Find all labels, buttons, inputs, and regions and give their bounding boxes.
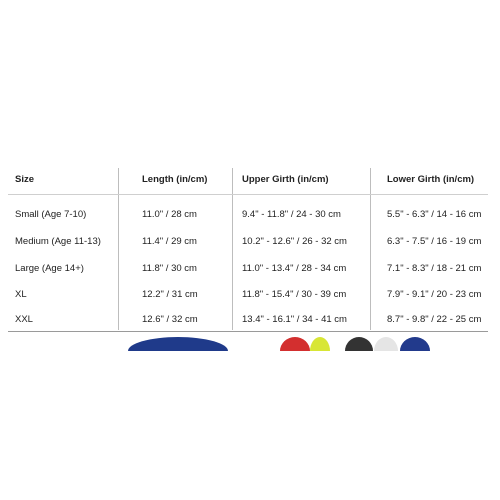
row-lower-girth: 6.3" - 7.5" / 16 - 19 cm bbox=[387, 236, 482, 247]
size-chart-table bbox=[0, 168, 500, 340]
row-upper-girth: 9.4" - 11.8" / 24 - 30 cm bbox=[242, 209, 341, 220]
row-size-xxl: XXL bbox=[15, 314, 33, 325]
row-length: 12.6" / 32 cm bbox=[142, 314, 198, 325]
row-upper-girth: 13.4" - 16.1" / 34 - 41 cm bbox=[242, 314, 347, 325]
row-size-large: Large (Age 14+) bbox=[15, 263, 84, 274]
product-preview-strip bbox=[0, 334, 500, 354]
row-size-xl: XL bbox=[15, 289, 27, 300]
column-divider bbox=[370, 168, 371, 330]
row-size-medium: Medium (Age 11-13) bbox=[15, 236, 101, 247]
row-lower-girth: 7.1" - 8.3" / 18 - 21 cm bbox=[387, 263, 482, 274]
product-swatch bbox=[400, 337, 430, 351]
table-bottom-border bbox=[8, 331, 488, 332]
header-upper-girth: Upper Girth (in/cm) bbox=[242, 174, 329, 185]
row-upper-girth: 11.8" - 15.4" / 30 - 39 cm bbox=[242, 289, 347, 300]
header-length: Length (in/cm) bbox=[142, 174, 208, 185]
row-upper-girth: 10.2" - 12.6" / 26 - 32 cm bbox=[242, 236, 347, 247]
row-lower-girth: 7.9" - 9.1" / 20 - 23 cm bbox=[387, 289, 482, 300]
product-swatch bbox=[345, 337, 373, 351]
header-lower-girth: Lower Girth (in/cm) bbox=[387, 174, 475, 185]
header-size: Size bbox=[15, 174, 35, 185]
product-swatch bbox=[374, 337, 398, 351]
row-length: 11.0" / 28 cm bbox=[142, 209, 197, 220]
product-swatch bbox=[128, 337, 228, 351]
row-upper-girth: 11.0" - 13.4" / 28 - 34 cm bbox=[242, 263, 347, 274]
row-length: 11.8" / 30 cm bbox=[142, 263, 197, 274]
product-swatch bbox=[280, 337, 310, 351]
row-lower-girth: 5.5" - 6.3" / 14 - 16 cm bbox=[387, 209, 482, 220]
row-size-small: Small (Age 7-10) bbox=[15, 209, 87, 220]
row-length: 12.2" / 31 cm bbox=[142, 289, 198, 300]
row-length: 11.4" / 29 cm bbox=[142, 236, 197, 247]
row-lower-girth: 8.7" - 9.8" / 22 - 25 cm bbox=[387, 314, 482, 325]
product-swatch bbox=[310, 337, 330, 351]
header-divider bbox=[8, 194, 488, 195]
column-divider bbox=[232, 168, 233, 330]
column-divider bbox=[118, 168, 119, 330]
